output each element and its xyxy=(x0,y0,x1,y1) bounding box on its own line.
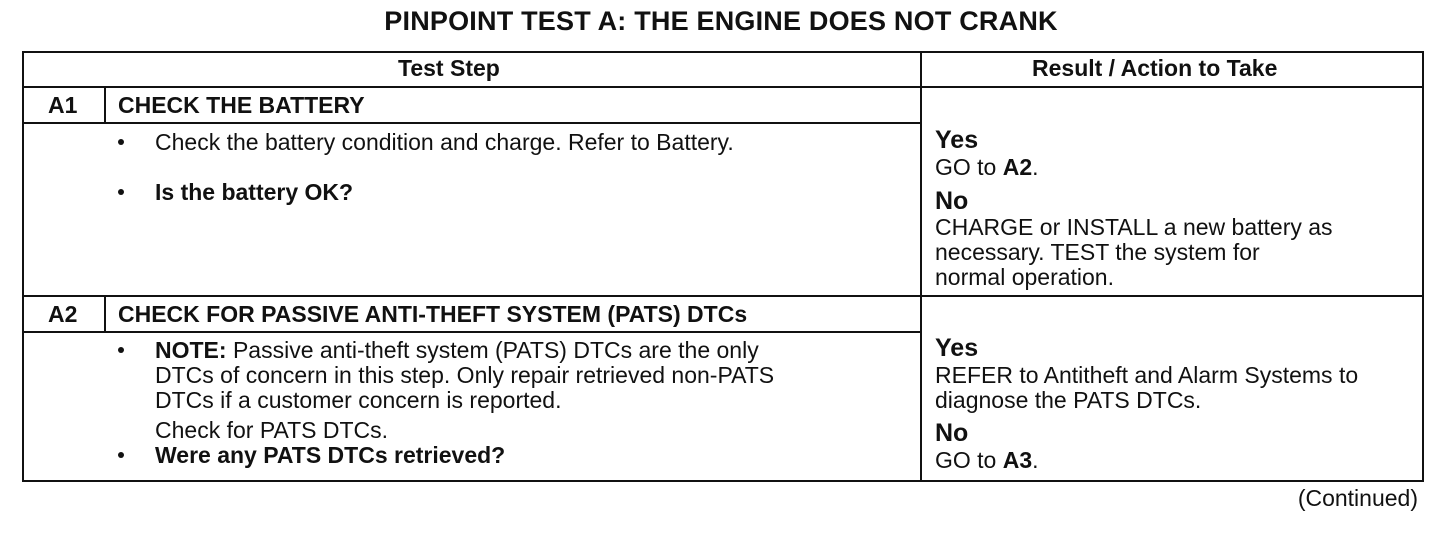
result-yes-action-line-2: diagnose the PATS DTCs. xyxy=(935,387,1202,413)
step-note-line-3: DTCs if a customer concern is reported. xyxy=(155,387,562,413)
step-question-a2: Were any PATS DTCs retrieved? xyxy=(155,442,506,468)
step-check-a2: Check for PATS DTCs. xyxy=(155,417,389,443)
header-divider xyxy=(22,86,1422,88)
result-no-action-line-2: necessary. TEST the system for xyxy=(935,239,1260,265)
result-no-label-a2: No xyxy=(935,419,969,447)
result-no-action-line-1: CHARGE or INSTALL a new battery as xyxy=(935,214,1333,240)
step-heading-a2: CHECK FOR PASSIVE ANTI-THEFT SYSTEM (PATS) DTCs xyxy=(118,301,748,327)
step-id-divider-a1 xyxy=(104,86,106,124)
step-note-line-2: DTCs of concern in this step. Only repair retrieved non-PATS xyxy=(155,362,775,388)
result-yes-action-a1: GO to A2. xyxy=(935,154,1039,180)
result-yes-label-a1: Yes xyxy=(935,126,979,154)
step-heading-a1: CHECK THE BATTERY xyxy=(118,92,365,118)
note-label: NOTE: xyxy=(155,337,227,363)
result-yes-action-line-1: REFER to Antitheft and Alarm Systems to xyxy=(935,362,1359,388)
step-heading-underline-a2 xyxy=(22,331,922,333)
bullet-icon xyxy=(118,139,124,145)
step-id-divider-a2 xyxy=(104,295,106,333)
header-result-action: Result / Action to Take xyxy=(1032,55,1278,81)
step-reference-a3: A3 xyxy=(1002,447,1033,473)
row-divider xyxy=(22,295,1422,297)
header-test-step: Test Step xyxy=(398,55,500,81)
page-title: PINPOINT TEST A: THE ENGINE DOES NOT CRANK xyxy=(384,6,1058,36)
step-question-a1: Is the battery OK? xyxy=(155,179,354,205)
step-reference-a2: A2 xyxy=(1002,154,1033,180)
step-check-a1: Check the battery condition and charge. Refer to Battery. xyxy=(155,129,734,155)
column-divider xyxy=(920,51,922,480)
result-no-action-line-3: normal operation. xyxy=(935,264,1114,290)
step-id-a2: A2 xyxy=(48,301,78,327)
continued-note: (Continued) xyxy=(1297,485,1418,511)
step-id-a1: A1 xyxy=(48,92,78,118)
result-yes-label-a2: Yes xyxy=(935,334,979,362)
step-heading-underline-a1 xyxy=(22,122,922,124)
bullet-icon xyxy=(118,189,124,195)
step-note-line-1: NOTE: Passive anti-theft system (PATS) DTCs are the only xyxy=(155,337,759,363)
result-no-action-a2: GO to A3. xyxy=(935,447,1039,473)
bullet-icon xyxy=(118,452,124,458)
bullet-icon xyxy=(118,347,124,353)
result-no-label-a1: No xyxy=(935,187,969,215)
